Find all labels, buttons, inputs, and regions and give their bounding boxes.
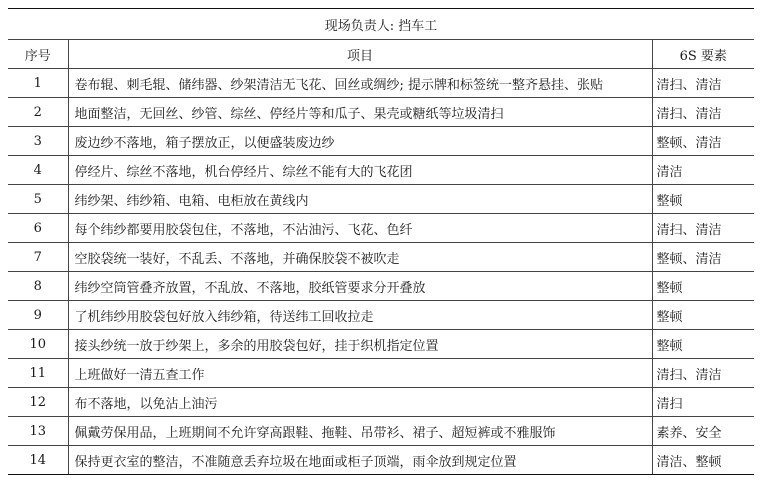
row-number: 8	[8, 272, 68, 301]
row-item: 地面整洁，无回丝、纱管、综丝、停经片等和瓜子、果壳或糖纸等垃圾清扫	[68, 98, 652, 127]
header-no: 序号	[8, 40, 68, 69]
row-number: 3	[8, 127, 68, 156]
table-row	[8, 156, 754, 185]
table-row	[8, 388, 754, 417]
table-row	[8, 272, 754, 301]
row-item: 布不落地，以免沾上油污	[68, 388, 652, 417]
row-number: 7	[8, 243, 68, 272]
table-row	[8, 185, 754, 214]
table-row	[8, 69, 754, 98]
row-element: 清洁	[652, 156, 754, 185]
table-row	[8, 417, 754, 446]
row-element: 整顿、清洁	[652, 127, 754, 156]
responsibility-table	[8, 8, 754, 475]
row-item: 卷布辊、刺毛辊、储纬器、纱架清洁无飞花、回丝或绸纱; 提示牌和标签统一整齐悬挂、张贴	[68, 69, 652, 98]
table-row	[8, 98, 754, 127]
table-row	[8, 214, 754, 243]
row-element: 整顿	[652, 272, 754, 301]
row-item: 接头纱统一放于纱架上，多余的用胶袋包好，挂于织机指定位置	[68, 330, 652, 359]
row-number: 5	[8, 185, 68, 214]
row-number: 1	[8, 69, 68, 98]
table-caption-row	[8, 9, 754, 40]
row-number: 9	[8, 301, 68, 330]
table-row	[8, 446, 754, 475]
row-item: 佩戴劳保用品，上班期间不允许穿高跟鞋、拖鞋、吊带衫、裙子、超短裤或不雅服饰	[68, 417, 652, 446]
row-number: 4	[8, 156, 68, 185]
row-element: 清扫、清洁	[652, 98, 754, 127]
row-item: 保持更衣室的整洁，不准随意丢弃垃圾在地面或柜子顶端，雨伞放到规定位置	[68, 446, 652, 475]
row-number: 10	[8, 330, 68, 359]
table-caption: 现场负责人: 挡车工	[8, 9, 754, 40]
row-item: 停经片、综丝不落地，机台停经片、综丝不能有大的飞花团	[68, 156, 652, 185]
row-item: 上班做好一清五查工作	[68, 359, 652, 388]
row-element: 清洁、整顿	[652, 446, 754, 475]
row-element: 整顿、清洁	[652, 243, 754, 272]
table-row	[8, 243, 754, 272]
row-element: 清扫、清洁	[652, 214, 754, 243]
row-element: 整顿	[652, 185, 754, 214]
table-row	[8, 359, 754, 388]
row-element: 整顿	[652, 330, 754, 359]
table-header-row	[8, 40, 754, 69]
row-element: 清扫	[652, 388, 754, 417]
header-element: 6S 要素	[652, 40, 754, 69]
row-item: 纬纱空筒管叠齐放置，不乱放、不落地，胶纸管要求分开叠放	[68, 272, 652, 301]
table-row	[8, 127, 754, 156]
table-row	[8, 330, 754, 359]
row-item: 废边纱不落地，箱子摆放正，以便盛装废边纱	[68, 127, 652, 156]
row-number: 11	[8, 359, 68, 388]
row-item: 空胶袋统一装好，不乱丢、不落地，并确保胶袋不被吹走	[68, 243, 652, 272]
row-element: 清扫、清洁	[652, 359, 754, 388]
table-row	[8, 301, 754, 330]
document-page	[8, 8, 754, 475]
row-number: 14	[8, 446, 68, 475]
row-number: 6	[8, 214, 68, 243]
row-item: 纬纱架、纬纱箱、电箱、电柜放在黄线内	[68, 185, 652, 214]
row-number: 12	[8, 388, 68, 417]
row-element: 素养、安全	[652, 417, 754, 446]
row-number: 13	[8, 417, 68, 446]
row-element: 整顿	[652, 301, 754, 330]
row-item: 每个纬纱都要用胶袋包住，不落地，不沾油污、飞花、色纤	[68, 214, 652, 243]
header-item: 项目	[68, 40, 652, 69]
row-item: 了机纬纱用胶袋包好放入纬纱箱，待送纬工回收拉走	[68, 301, 652, 330]
row-element: 清扫、清洁	[652, 69, 754, 98]
table-body	[8, 69, 754, 475]
row-number: 2	[8, 98, 68, 127]
